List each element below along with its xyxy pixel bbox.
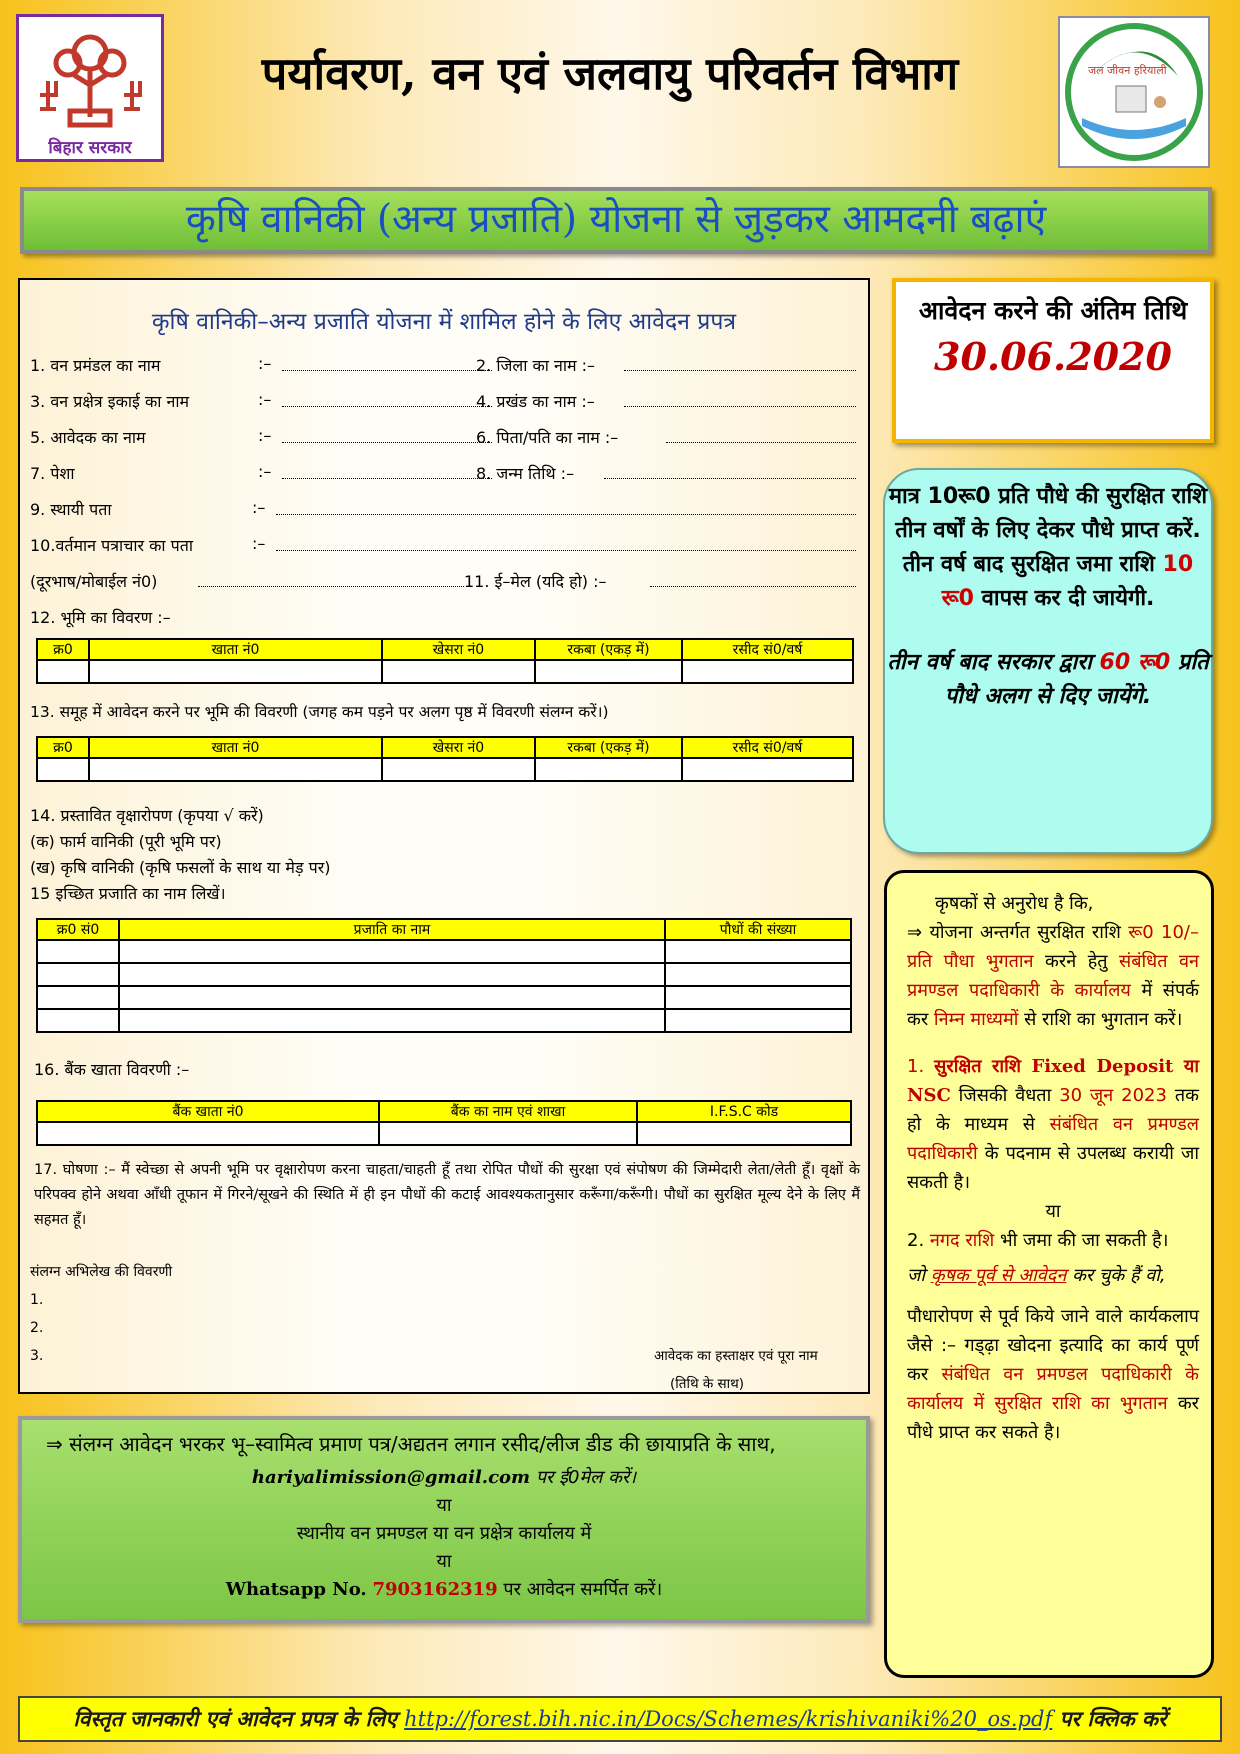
deadline-date: 30.06.2020 xyxy=(934,334,1172,379)
th-bank-name: बैंक का नाम एवं शाखा xyxy=(379,1101,637,1122)
th-area: रकबा (एकड़ में) xyxy=(535,737,682,758)
permanent-address-input[interactable] xyxy=(276,514,856,515)
table-row[interactable] xyxy=(37,940,851,963)
submit-line-1: ⇒ संलग्न आवेदन भरकर भू–स्वामित्व प्रमाण पत्र/अद्यतन लगान रसीद/लीज डीड की छायाप्रति के साथ, xyxy=(46,1432,776,1456)
field-label-permanent-address: 9. स्थायी पता xyxy=(30,500,112,519)
request-text: पौधारोपण से पूर्व किये जाने वाले कार्यकलाप जैसे :– गड्ढ़ा खोदना इत्यादि का कार्य पूर्ण कर xyxy=(907,1306,1199,1385)
th-khata: खाता नं0 xyxy=(89,639,382,660)
th-account-no: बैंक खाता नं0 xyxy=(37,1101,379,1122)
colon: :– xyxy=(252,534,266,553)
table-row[interactable] xyxy=(37,660,853,683)
block-input[interactable] xyxy=(624,406,856,407)
section-group-land: 13. समूह में आवेदन करने पर भूमि की विवरणी (जगह कम पड़ने पर अलग पृष्ठ में विवरणी संलग्न करें।) xyxy=(30,703,609,721)
email-suffix: पर ई0मेल करें। xyxy=(535,1467,637,1488)
land-table xyxy=(36,638,854,684)
phone-input[interactable] xyxy=(198,586,464,587)
scheme-pdf-link[interactable]: http://forest.bih.nic.in/Docs/Schemes/krishivaniki%20_os.pdf xyxy=(404,1707,1053,1731)
cash-option: नगद राशि xyxy=(929,1230,995,1251)
signature-label: आवेदक का हस्ताक्षर एवं पूरा नाम xyxy=(654,1348,818,1364)
occupation-input[interactable] xyxy=(282,478,492,479)
request-modes: निम्न माध्यमों xyxy=(933,1009,1019,1030)
colon: :– xyxy=(252,498,266,517)
option-number: 1. xyxy=(907,1056,925,1077)
incentive-line-2: प्रति पौधे अलग से दिए जायेंगे. xyxy=(944,650,1209,709)
deposit-info-box xyxy=(883,468,1213,854)
th-receipt: रसीद सं0/वर्ष xyxy=(682,737,853,758)
applicant-name-input[interactable] xyxy=(282,442,492,443)
department-title: पर्यावरण, वन एवं जलवायु परिवर्तन विभाग xyxy=(261,47,959,100)
submission-instructions xyxy=(18,1416,870,1623)
field-label-phone: (दूरभाष/मोबाईल नं0) xyxy=(30,572,158,591)
footer-suffix: पर क्लिक करें xyxy=(1059,1707,1167,1731)
submit-line-2: स्थानीय वन प्रमण्डल या वन प्रक्षेत्र कार्यालय में xyxy=(296,1523,592,1544)
request-text: ⇒ योजना अन्तर्गत सुरक्षित राशि xyxy=(907,922,1121,943)
or-separator: या xyxy=(1045,1201,1061,1222)
request-intro: कृषकों से अनुरोध है कि, xyxy=(935,893,1094,914)
th-serial: क्र0 xyxy=(37,639,89,660)
range-input[interactable] xyxy=(282,406,492,407)
request-amount: रू0 10/– प्रति पौधा भुगतान xyxy=(907,922,1199,972)
th-area: रकबा (एकड़ में) xyxy=(535,639,682,660)
th-khesra: खेसरा नं0 xyxy=(382,737,535,758)
colon: :– xyxy=(258,390,272,409)
deadline-box xyxy=(892,278,1214,443)
division-input[interactable] xyxy=(282,370,492,371)
field-label-dob: 8. जन्म तिथि :– xyxy=(476,464,575,483)
jal-jivan-hariyali-logo xyxy=(1058,16,1210,168)
scheme-banner: कृषि वानिकी (अन्य प्रजाति) योजना से जुड़कर आमदनी बढ़ाएं xyxy=(20,187,1212,254)
group-land-table xyxy=(36,736,854,782)
request-text: कर चुके हैं वो, xyxy=(1072,1265,1166,1286)
table-row[interactable] xyxy=(37,1122,851,1145)
farmer-request-box xyxy=(884,870,1214,1678)
field-label-current-address: 10.वर्तमान पत्राचार का पता xyxy=(30,536,194,555)
colon: :– xyxy=(258,354,272,373)
field-label-father: 6. पिता/पति का नाम :– xyxy=(476,428,619,447)
request-text: भी जमा की जा सकती है। xyxy=(1000,1230,1169,1251)
form-title: कृषि वानिकी–अन्य प्रजाति योजना में शामिल होने के लिए आवेदन प्रपत्र xyxy=(151,309,737,335)
deadline-label: आवेदन करने की अंतिम तिथि xyxy=(918,296,1188,325)
request-text: तक हो के माध्यम से xyxy=(907,1085,1199,1135)
attachments-label: संलग्न अभिलेख की विवरणी xyxy=(30,1264,173,1280)
incentive-line-1: तीन वर्ष बाद सरकार द्वारा xyxy=(887,650,1092,675)
field-label-applicant: 5. आवेदक का नाम xyxy=(30,428,146,447)
colon: :– xyxy=(258,426,272,445)
request-text: कर पौधे प्राप्त कर सकते है। xyxy=(907,1393,1199,1443)
current-address-input[interactable] xyxy=(276,550,856,551)
section-plantation: 14. प्रस्तावित वृक्षारोपण (कृपया √ करें) xyxy=(30,806,264,825)
fd-nsc-option: सुरक्षित राशि Fixed Deposit या NSC xyxy=(907,1056,1199,1106)
section-bank: 16. बैंक खाता विवरणी :– xyxy=(34,1060,190,1079)
section-land-details: 12. भूमि का विवरण :– xyxy=(30,608,171,627)
or-separator: या xyxy=(436,1551,452,1572)
table-row[interactable] xyxy=(37,758,853,781)
refund-amount: 10 रू0 xyxy=(941,552,1194,611)
prior-applicants: कृषक पूर्व से आवेदन xyxy=(930,1265,1067,1286)
info-line-2: वापस कर दी जायेगी. xyxy=(981,586,1155,611)
option-number: 2. xyxy=(907,1230,925,1251)
district-input[interactable] xyxy=(624,370,856,371)
whatsapp-suffix: पर आवेदन समर्पित करें। xyxy=(503,1579,663,1600)
whatsapp-number[interactable]: 7903162319 xyxy=(372,1579,498,1600)
dob-input[interactable] xyxy=(604,478,856,479)
request-text: जिसकी वैधता xyxy=(958,1085,1052,1106)
application-form xyxy=(18,278,870,1394)
footer-link-bar xyxy=(18,1696,1222,1742)
option-farm-forestry[interactable]: (क) फार्म वानिकी (पूरी भूमि पर) xyxy=(30,832,222,851)
bodhi-tree-icon xyxy=(30,25,150,135)
request-text: करने हेतु xyxy=(1045,951,1108,972)
th-serial: क्र0 xyxy=(37,737,89,758)
logo-text: जल जीवन हरियाली xyxy=(1088,64,1167,77)
option-agro-forestry[interactable]: (ख) कृषि वानिकी (कृषि फसलों के साथ या मेड़ पर) xyxy=(30,858,331,877)
field-label-division: 1. वन प्रमंडल का नाम xyxy=(30,356,161,375)
bank-table xyxy=(36,1100,852,1146)
jal-jivan-hariyali-icon xyxy=(1060,18,1208,166)
validity-date: 30 जून 2023 xyxy=(1059,1085,1167,1106)
email-address[interactable]: hariyalimission@gmail.com xyxy=(251,1467,531,1488)
request-office: संबंधित वन प्रमण्डल पदाधिकारी xyxy=(907,1114,1199,1164)
attachment-3: 3. xyxy=(30,1348,44,1364)
colon: :– xyxy=(258,462,272,481)
th-plant-count: पौधों की संख्या xyxy=(665,919,851,940)
whatsapp-label: Whatsapp No. xyxy=(225,1579,367,1600)
request-text: के पदनाम से उपलब्ध करायी जा सकती है। xyxy=(907,1143,1199,1193)
bihar-logo xyxy=(16,14,164,162)
info-line-1: मात्र 10रू0 प्रति पौधे की सुरक्षित राशि तीन वर्षों के लिए देकर पौधे प्राप्त करें. तीन वर्ष बाद सुरक्षित जमा राशि xyxy=(888,484,1208,577)
th-serial: क्र0 सं0 xyxy=(37,919,119,940)
field-label-block: 4. प्रखंड का नाम :– xyxy=(476,392,595,411)
footer-prefix: विस्तृत जानकारी एवं आवेदन प्रपत्र के लिए xyxy=(73,1707,397,1731)
logo-caption: बिहार सरकार xyxy=(48,138,132,158)
attachment-2: 2. xyxy=(30,1320,44,1336)
field-label-email: 11. ई–मेल (यदि हो) :– xyxy=(464,572,607,591)
th-khesra: खेसरा नं0 xyxy=(382,639,535,660)
th-khata: खाता नं0 xyxy=(89,737,382,758)
father-name-input[interactable] xyxy=(666,442,856,443)
species-table xyxy=(36,918,852,1033)
declaration: 17. घोषणा :– मैं स्वेच्छा से अपनी भूमि पर वृक्षारोपण करना चाहता/चाहती हूँ तथा रोपित पौधों की सुरक्षा एवं संपोषण की जिम्मेदारी लेता/लेती हूँ। वृक्षों के परिपक्व होने अथवा आँधी तूफान में गिरने/सूखने की स्थिति में ही इन पौधों की कटाई आवश्यकतानुसार करूँगा/करूँगी। पौधों का सुरक्षित मूल्य देने के लिए मैं सहमत हूँ। xyxy=(34,1162,860,1228)
signature-date-label: (तिथि के साथ) xyxy=(670,1376,745,1392)
table-row[interactable] xyxy=(37,1009,851,1032)
request-text: से राशि का भुगतान करें। xyxy=(1024,1009,1183,1030)
table-row[interactable] xyxy=(37,963,851,986)
request-text: जो xyxy=(907,1265,926,1286)
th-receipt: रसीद सं0/वर्ष xyxy=(682,639,853,660)
th-ifsc: I.F.S.C कोड xyxy=(637,1101,851,1122)
request-office: संबंधित वन प्रमण्डल पदाधिकारी के कार्यालय xyxy=(907,951,1199,1001)
or-separator: या xyxy=(436,1495,452,1516)
field-label-occupation: 7. पेशा xyxy=(30,464,75,483)
field-label-range: 3. वन प्रक्षेत्र इकाई का नाम xyxy=(30,392,190,411)
request-text: में संपर्क कर xyxy=(907,980,1199,1030)
request-office: संबंधित वन प्रमण्डल पदाधिकारी के कार्यालय में सुरक्षित राशि का भुगतान xyxy=(907,1364,1199,1414)
attachment-1: 1. xyxy=(30,1292,44,1308)
section-species: 15 इच्छित प्रजाति का नाम लिखें। xyxy=(30,884,226,903)
field-label-district: 2. जिला का नाम :– xyxy=(476,356,596,375)
th-species: प्रजाति का नाम xyxy=(119,919,665,940)
table-row[interactable] xyxy=(37,986,851,1009)
email-input[interactable] xyxy=(650,586,856,587)
incentive-amount: 60 रू0 xyxy=(1099,650,1171,675)
